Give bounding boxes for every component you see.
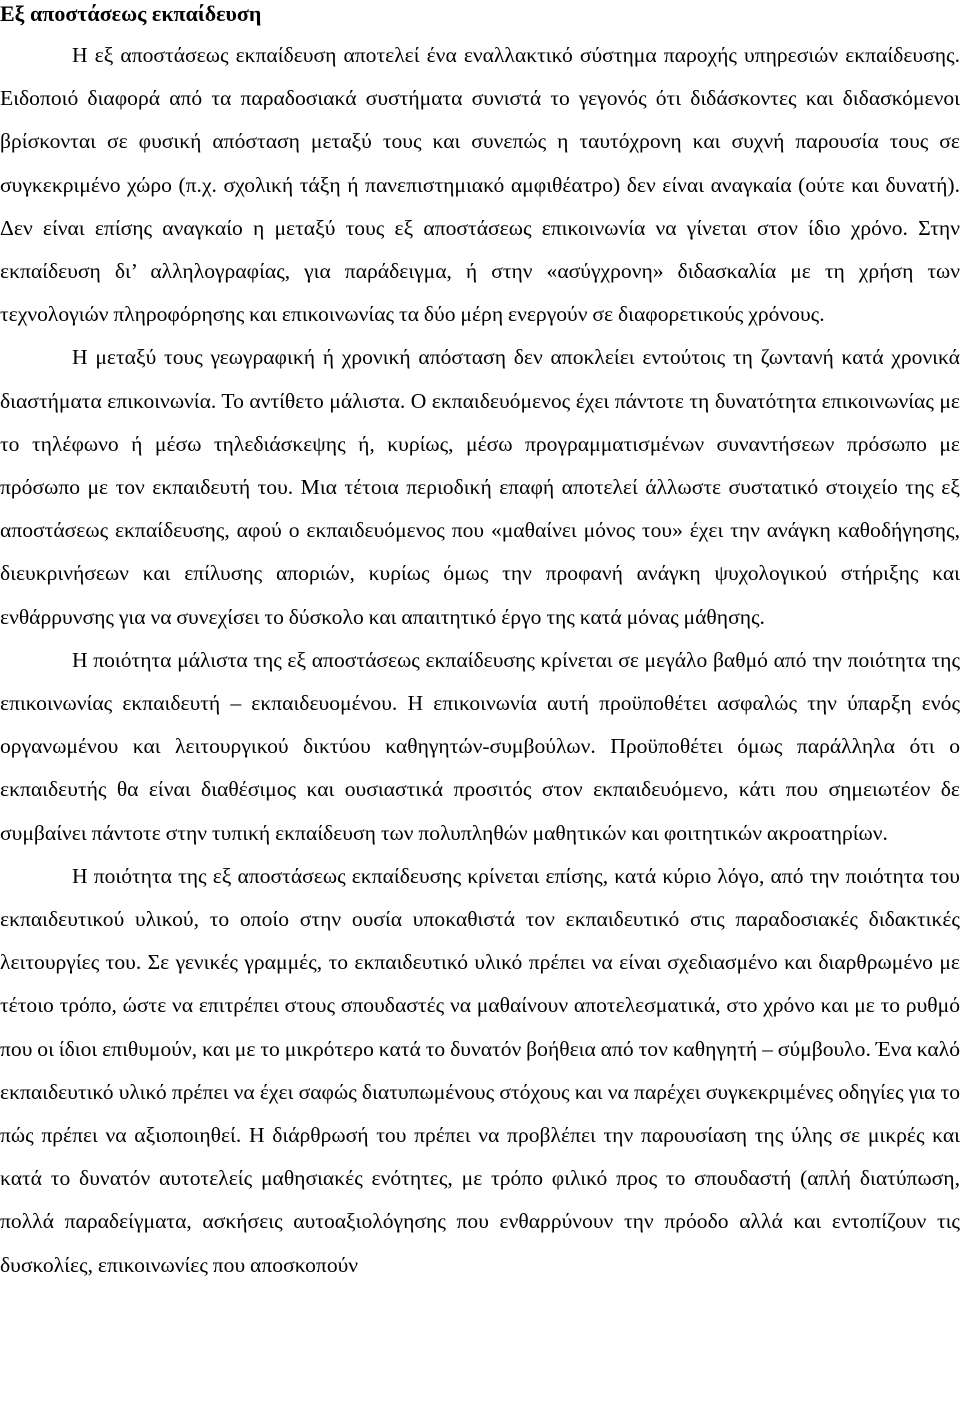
document-body xyxy=(0,34,960,1287)
paragraph: Η ποιότητα της εξ αποστάσεως εκπαίδευσης κρίνεται επίσης, κατά κύριο λόγο, από την ποιότητα του εκπαιδευτικού υλικού, το οποίο στην ουσία υποκαθιστά τον εκπαιδευτικό στις παραδοσιακές διδακτικές λειτουργίες του. Σε γενικές γραμμές, το εκπαιδευτικό υλικό πρέπει να είναι σχεδιασμένο και διαρθρωμένο με τέτοιο τρόπο, ώστε να επιτρέπει στους σπουδαστές να μαθαίνουν αποτελεσματικά, στο χρόνο και με το ρυθμό που οι ίδιοι επιθυμούν, και με το μικρότερο κατά το δυνατόν βοήθεια από τον καθηγητή – σύμβουλο. Ένα καλό εκπαιδευτικό υλικό πρέπει να έχει σαφώς διατυπωμένους στόχους και να παρέχει συγκεκριμένες οδηγίες για το πώς πρέπει να αξιοποιηθεί. Η διάρθρωσή του πρέπει να προβλέπει την παρουσίαση της ύλης σε μικρές και κατά το δυνατόν αυτοτελείς μαθησιακές ενότητες, με τρόπο φιλικό προς το σπουδαστή (απλή διατύπωση, πολλά παραδείγματα, ασκήσεις αυτοαξιολόγησης που ενθαρρύνουν την πρόοδο αλλά και εντοπίζουν τις δυσκολίες, επικοινωνίες που αποσκοπούν xyxy=(0,863,960,1277)
paragraph: Η ποιότητα μάλιστα της εξ αποστάσεως εκπαίδευσης κρίνεται σε μεγάλο βαθμό από την ποιότητα της επικοινωνίας εκπαιδευτή – εκπαιδευομένου. Η επικοινωνία αυτή προϋποθέτει ασφαλώς την ύπαρξη ενός οργανωμένου και λειτουργικού δικτύου καθηγητών-συμβούλων. Προϋποθέτει όμως παράλληλα ότι ο εκπαιδευτής θα είναι διαθέσιμος και ουσιαστικά προσιτός στον εκπαιδευόμενο, κάτι που σημειωτέον δε συμβαίνει πάντοτε στην τυπική εκπαίδευση των πολυπληθών μαθητικών και φοιτητικών ακροατηρίων. xyxy=(0,647,960,845)
paragraph: Η μεταξύ τους γεωγραφική ή χρονική απόσταση δεν αποκλείει εντούτοις τη ζωντανή κατά χρονικά διαστήματα επικοινωνία. Το αντίθετο μάλιστα. Ο εκπαιδευόμενος έχει πάντοτε τη δυνατότητα επικοινωνίας με το τηλέφωνο ή μέσω τηλεδιάσκεψης ή, κυρίως, μέσω προγραμματισμένων συναντήσεων πρόσωπο με πρόσωπο με τον εκπαιδευτή του. Μια τέτοια περιοδική επαφή αποτελεί άλλωστε συστατικό στοιχείο της εξ αποστάσεως εκπαίδευσης, αφού ο εκπαιδευόμενος που «μαθαίνει μόνος του» έχει την ανάγκη καθοδήγησης, διευκρινήσεων και επίλυσης αποριών, κυρίως όμως την προφανή ανάγκη ψυχολογικού στήριξης και ενθάρρυνσης για να συνεχίσει το δύσκολο και απαιτητικό έργο της κατά μόνας μάθησης. xyxy=(0,345,960,629)
document-title: Εξ αποστάσεως εκπαίδευση xyxy=(0,1,262,26)
paragraph: Η εξ αποστάσεως εκπαίδευση αποτελεί ένα εναλλακτικό σύστημα παροχής υπηρεσιών εκπαίδευσης. Ειδοποιό διαφορά από τα παραδοσιακά συστήματα συνιστά το γεγονός ότι διδάσκοντες και διδασκόμενοι βρίσκονται σε φυσική απόσταση μεταξύ τους και συνεπώς η ταυτόχρονη και συχνή παρουσία τους σε συγκεκριμένο χώρο (π.χ. σχολική τάξη ή πανεπιστημιακό αμφιθέατρο) δεν είναι αναγκαία (ούτε και δυνατή). Δεν είναι επίσης αναγκαίο η μεταξύ τους εξ αποστάσεως επικοινωνία να γίνεται στον ίδιο χρόνο. Στην εκπαίδευση δι’ αλληλογραφίας, για παράδειγμα, ή στην «ασύγχρονη» διδασκαλία με τη χρήση των τεχνολογιών πληροφόρησης και επικοινωνίας τα δύο μέρη ενεργούν σε διαφορετικούς χρόνους. xyxy=(0,43,960,327)
